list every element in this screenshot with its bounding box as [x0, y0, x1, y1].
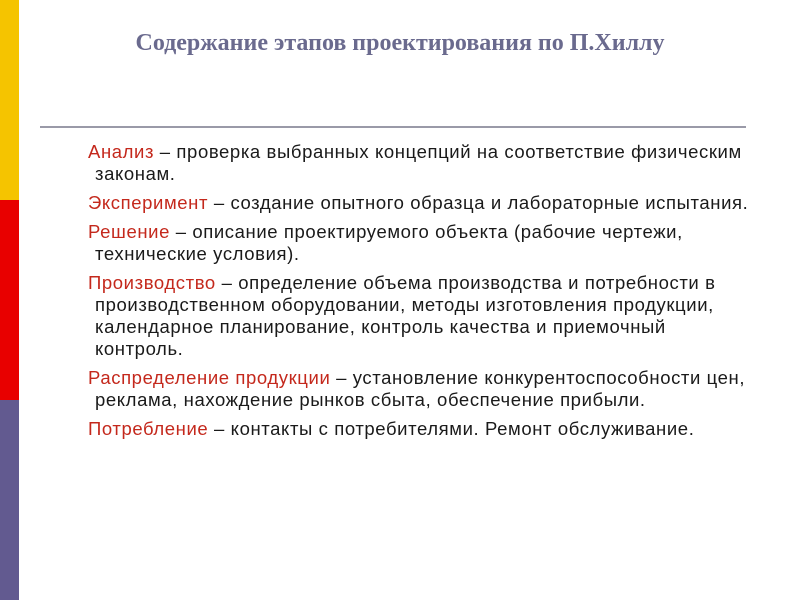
stage-item [86, 272, 756, 360]
stage-term: Производство [88, 272, 216, 293]
stage-item [86, 141, 756, 185]
stage-description: – описание проектируемого объекта (рабочие чертежи, технические условия). [95, 221, 683, 264]
stage-term: Анализ [88, 141, 155, 162]
stage-item [86, 418, 756, 440]
slide-title: Содержание этапов проектирования по П.Хиллу [135, 30, 665, 56]
stage-description: – создание опытного образца и лабораторные испытания. [208, 192, 749, 213]
stage-item [86, 192, 756, 214]
stage-description: – установление конкурентоспособности цен, реклама, нахождение рынков сбыта, обеспечение прибыли. [95, 367, 746, 410]
stage-term: Эксперимент [88, 192, 209, 213]
side-bar-red [0, 200, 19, 400]
side-bar-blue [0, 400, 19, 600]
stage-term: Распределение продукции [88, 367, 331, 388]
stage-item [86, 221, 756, 265]
stage-description: – контакты с потребителями. Ремонт обслуживание. [208, 418, 695, 439]
stage-description: – проверка выбранных концепций на соответствие физическим законам. [95, 141, 742, 184]
stage-term: Потребление [88, 418, 209, 439]
stages-list [86, 141, 756, 447]
title-divider [40, 126, 746, 128]
stage-term: Решение [88, 221, 170, 242]
stage-item [86, 367, 756, 411]
stage-description: – определение объема производства и потребности в производственном оборудовании, методы изготовления продукции, календарное планирование, контроль качества и приемочный контроль. [95, 272, 716, 359]
